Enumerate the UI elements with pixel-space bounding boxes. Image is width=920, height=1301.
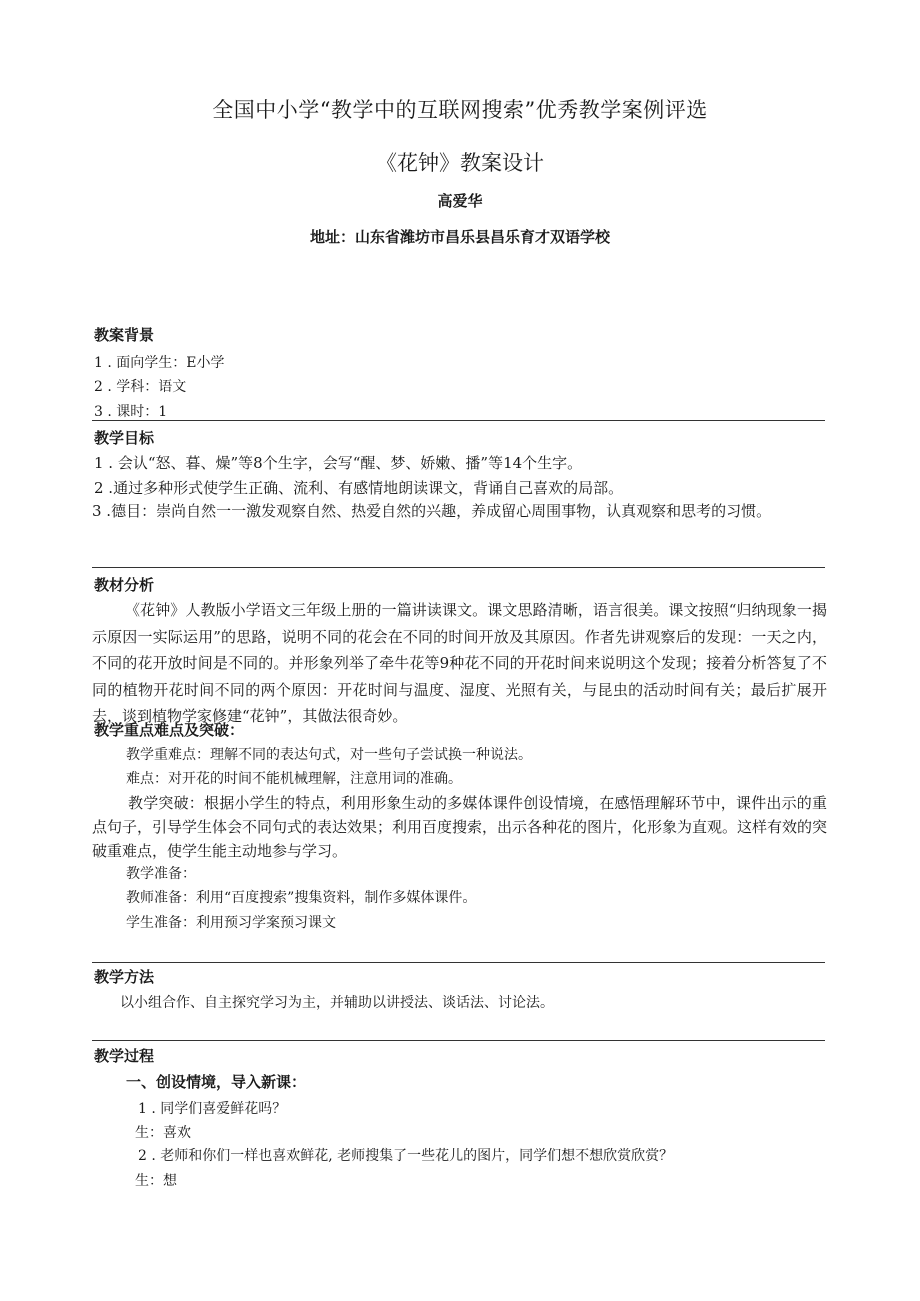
prep-title: 教学准备： — [126, 866, 196, 882]
background-item: 3 . 课时：1 — [94, 404, 168, 420]
author-name: 高爱华 — [437, 192, 483, 210]
author-address: 地址：山东省潍坊市昌乐县昌乐育才双语学校 — [309, 228, 610, 246]
dialogue-question: 2 . 老师和你们一样也喜欢鲜花, 老师搜集了一些花儿的图片，同学们想不想欣赏欣赏？ — [138, 1148, 674, 1164]
difficulty-line: 难点：对开花的时间不能机械理解，注意用词的准确。 — [126, 771, 462, 787]
section-heading-goals: 教学目标 — [94, 429, 155, 447]
teacher-prep-line: 教师准备：利用“百度搜索”搜集资料，制作多媒体课件。 — [126, 890, 477, 906]
dialogue-answer: 生：喜欢 — [135, 1125, 191, 1141]
process-step-heading: 一、创设情境，导入新课： — [126, 1073, 307, 1091]
goal-item: 2 .通过多种形式使学生正确、流利、有感情地朗读课文，背诵自己喜欢的局部。 — [94, 479, 624, 497]
document-title: 全国中小学“教学中的互联网搜索”优秀教学案例评选 — [212, 98, 708, 122]
section-divider — [92, 962, 825, 963]
goal-item: 3 .德目：崇尚自然一一激发观察自然、热爱自然的兴趣，养成留心周围事物，认真观察和思考的习惯。 — [92, 502, 772, 520]
section-heading-analysis: 教材分析 — [94, 576, 155, 594]
dialogue-answer: 生：想 — [135, 1173, 177, 1189]
key-point-line: 教学重难点：理解不同的表达句式，对一些句子尝试换一种说法。 — [126, 747, 532, 763]
methods-text: 以小组合作、自主探究学习为主，并辅助以讲授法、谈话法、讨论法。 — [120, 995, 554, 1011]
section-divider — [92, 567, 825, 568]
section-divider — [92, 420, 825, 421]
goal-item: 1 . 会认“怒、暮、燥”等8个生字，会写“醒、梦、娇嫩、播”等14个生字。 — [94, 454, 583, 472]
background-item: 2 . 学科：语文 — [94, 379, 187, 395]
section-heading-background: 教案背景 — [94, 326, 155, 344]
background-item: 1 . 面向学生：E小学 — [94, 355, 225, 371]
dialogue-question: 1 . 同学们喜爱鲜花吗？ — [138, 1101, 287, 1117]
section-heading-methods: 教学方法 — [94, 968, 155, 986]
analysis-paragraph: 《花钟》人教版小学语文三年级上册的一篇讲读课文。课文思路清晰，语言很美。课文按照“归纳现象一揭示原因一实际运用”的思路，说明不同的花会在不同的时间开放及其原因。作者先讲观察后的发现：一天之内，不同的花开放时间是不同的。并形象列举了牵牛花等9种花不同的开花时间来说明这个发现；接着分析答复了不同的植物开花时间不同的两个原因：开花时间与温度、湿度、光照有关，与昆虫的活动时间有关；最后扩展开去，谈到植物学家修建“花钟”，其做法很奇妙。 — [92, 601, 827, 725]
section-heading-keypoints: 教学重点难点及突破： — [94, 721, 245, 739]
lesson-title: 《花钟》教案设计 — [376, 151, 544, 175]
student-prep-line: 学生准备：利用预习学案预习课文 — [126, 915, 336, 931]
section-divider — [92, 1040, 825, 1041]
section-heading-process: 教学过程 — [94, 1047, 155, 1065]
breakthrough-paragraph: 教学突破：根据小学生的特点，利用形象生动的多媒体课件创设情境，在感悟理解环节中，课件出示的重点句子，引导学生体会不同句式的表达效果；利用百度搜索，出示各种花的图片，化形象为直观。这样有效的突破重难点，使学生能主动地参与学习。 — [92, 794, 828, 860]
